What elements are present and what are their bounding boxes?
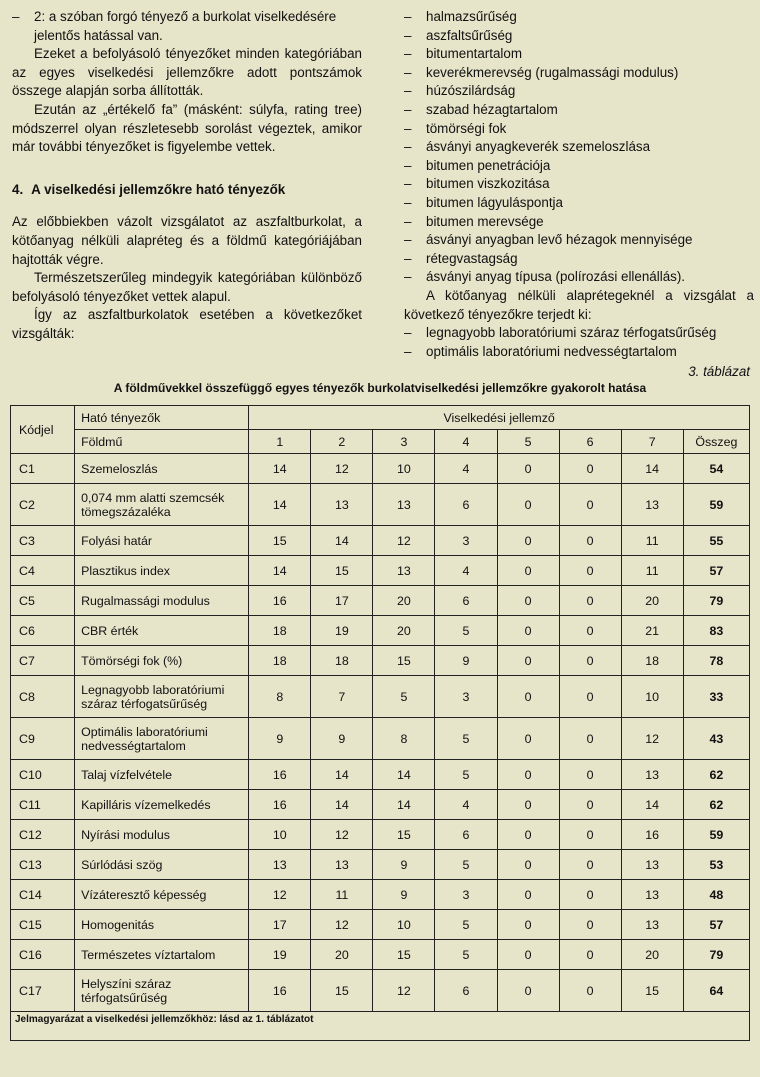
row-code: C3 xyxy=(11,526,75,556)
row-sum: 57 xyxy=(683,556,749,586)
row-value: 6 xyxy=(435,484,497,526)
row-value: 6 xyxy=(435,820,497,850)
row-value: 13 xyxy=(621,760,683,790)
row-value: 4 xyxy=(435,790,497,820)
row-value: 14 xyxy=(249,454,311,484)
column-header: 6 xyxy=(559,430,621,454)
row-value: 5 xyxy=(373,676,435,718)
row-factor: Szemeloszlás xyxy=(75,454,249,484)
row-factor: Homogenitás xyxy=(75,910,249,940)
row-value: 0 xyxy=(497,790,559,820)
row-value: 16 xyxy=(249,790,311,820)
list-item: – keverékmerevség (rugalmassági modulus) xyxy=(404,64,754,83)
left-column xyxy=(12,8,362,344)
row-factor: 0,074 mm alatti szemcsék tömegszázaléka xyxy=(75,484,249,526)
row-value: 0 xyxy=(559,484,621,526)
row-value: 19 xyxy=(311,616,373,646)
row-value: 0 xyxy=(559,676,621,718)
row-value: 21 xyxy=(621,616,683,646)
row-value: 0 xyxy=(497,820,559,850)
row-code: C1 xyxy=(11,454,75,484)
row-value: 0 xyxy=(559,586,621,616)
row-value: 12 xyxy=(311,454,373,484)
row-value: 13 xyxy=(373,556,435,586)
row-value: 14 xyxy=(621,454,683,484)
table-row xyxy=(11,790,750,820)
row-value: 5 xyxy=(435,616,497,646)
row-factor: Súrlódási szög xyxy=(75,850,249,880)
row-value: 12 xyxy=(373,526,435,556)
table-row xyxy=(11,676,750,718)
paragraph-1: Ezeket a befolyásoló tényezőket minden kategóriában az egyes viselkedési jellemzőkre adott pontszámok összege alapján sorba állították. xyxy=(12,46,362,99)
row-value: 15 xyxy=(373,940,435,970)
row-value: 4 xyxy=(435,454,497,484)
row-value: 10 xyxy=(373,910,435,940)
table-row xyxy=(11,970,750,1012)
row-value: 0 xyxy=(559,646,621,676)
row-value: 20 xyxy=(621,940,683,970)
row-value: 16 xyxy=(249,586,311,616)
list-item: – szabad hézagtartalom xyxy=(404,101,754,120)
row-factor: Talaj vízfelvétele xyxy=(75,760,249,790)
row-value: 0 xyxy=(497,586,559,616)
table-row xyxy=(11,910,750,940)
row-value: 0 xyxy=(497,970,559,1012)
list-item: – rétegvastagság xyxy=(404,250,754,269)
row-factor: Tömörségi fok (%) xyxy=(75,646,249,676)
row-value: 14 xyxy=(373,760,435,790)
row-sum: 62 xyxy=(683,790,749,820)
row-value: 10 xyxy=(621,676,683,718)
row-value: 11 xyxy=(621,526,683,556)
header-category: Földmű xyxy=(75,430,249,454)
row-code: C7 xyxy=(11,646,75,676)
table-row xyxy=(11,850,750,880)
row-value: 12 xyxy=(373,970,435,1012)
row-value: 5 xyxy=(435,910,497,940)
row-value: 0 xyxy=(559,454,621,484)
header-behavior: Viselkedési jellemző xyxy=(249,406,750,430)
row-value: 0 xyxy=(559,940,621,970)
column-header: 7 xyxy=(621,430,683,454)
table-row xyxy=(11,760,750,790)
paragraph-base-layer: A kötőanyag nélküli alaprétegeknél a vizsgálat a következő tényezőkre terjedt ki: xyxy=(404,287,754,322)
row-value: 0 xyxy=(559,790,621,820)
table-row xyxy=(11,586,750,616)
row-value: 0 xyxy=(497,646,559,676)
paragraph-5: Így az aszfaltburkolatok esetében a következőket vizsgálták: xyxy=(12,307,362,341)
row-value: 0 xyxy=(497,616,559,646)
row-code: C5 xyxy=(11,586,75,616)
row-sum: 33 xyxy=(683,676,749,718)
paragraph-2: Ezután az „értékelő fa” (másként: súlyfa, rating tree) módszerrel olyan részletesebb sorolást végeztek, amikor már további tényezőket is figyelembe vettek. xyxy=(12,101,362,155)
row-value: 0 xyxy=(497,850,559,880)
row-factor: Optimális laboratóriumi nedvességtartalom xyxy=(75,718,249,760)
row-value: 12 xyxy=(311,820,373,850)
row-value: 14 xyxy=(311,526,373,556)
row-factor: Folyási határ xyxy=(75,526,249,556)
row-sum: 55 xyxy=(683,526,749,556)
row-value: 18 xyxy=(249,646,311,676)
table-row xyxy=(11,454,750,484)
row-value: 11 xyxy=(311,880,373,910)
row-value: 0 xyxy=(559,760,621,790)
row-code: C6 xyxy=(11,616,75,646)
column-header: Összeg xyxy=(683,430,749,454)
row-value: 5 xyxy=(435,850,497,880)
row-sum: 64 xyxy=(683,970,749,1012)
list-item: – ásványi anyag típusa (polírozási ellenállás). xyxy=(404,268,754,287)
row-sum: 57 xyxy=(683,910,749,940)
row-value: 9 xyxy=(435,646,497,676)
row-factor: Legnagyobb laboratóriumi száraz térfogatsűrűség xyxy=(75,676,249,718)
section-number: 4. xyxy=(12,181,24,197)
column-header: 4 xyxy=(435,430,497,454)
table-row xyxy=(11,646,750,676)
row-value: 5 xyxy=(435,940,497,970)
row-sum: 78 xyxy=(683,646,749,676)
row-value: 15 xyxy=(311,556,373,586)
row-value: 20 xyxy=(373,586,435,616)
row-sum: 59 xyxy=(683,820,749,850)
table-row xyxy=(11,880,750,910)
row-value: 13 xyxy=(621,910,683,940)
base-layer-factor-list xyxy=(404,324,754,361)
row-value: 0 xyxy=(497,760,559,790)
row-value: 9 xyxy=(249,718,311,760)
row-value: 19 xyxy=(249,940,311,970)
row-value: 13 xyxy=(621,484,683,526)
row-value: 9 xyxy=(373,850,435,880)
row-value: 10 xyxy=(249,820,311,850)
row-value: 9 xyxy=(373,880,435,910)
row-value: 0 xyxy=(497,718,559,760)
list-item: – ásványi anyagkeverék szemeloszlása xyxy=(404,138,754,157)
paragraph-3: Az előbbiekben vázolt vizsgálatot az aszfaltburkolat, a kötőanyag nélküli alapréteg és a földmű kategóriájában hajtották végre. xyxy=(12,214,362,267)
row-sum: 54 xyxy=(683,454,749,484)
list-item: – aszfaltsűrűség xyxy=(404,27,754,46)
row-value: 0 xyxy=(559,880,621,910)
row-value: 3 xyxy=(435,880,497,910)
table-footnote: Jelmagyarázat a viselkedési jellemzőkhöz: lásd az 1. táblázatot xyxy=(11,1012,750,1041)
row-value: 0 xyxy=(497,556,559,586)
row-code: C17 xyxy=(11,970,75,1012)
row-sum: 79 xyxy=(683,586,749,616)
row-code: C8 xyxy=(11,676,75,718)
row-factor: Nyírási modulus xyxy=(75,820,249,850)
paragraph-4: Természetszerűleg mindegyik kategóriában különböző befolyásoló tényezőket vettek alapul. xyxy=(12,270,362,304)
row-value: 20 xyxy=(311,940,373,970)
table-row xyxy=(11,820,750,850)
row-value: 15 xyxy=(373,820,435,850)
row-value: 13 xyxy=(249,850,311,880)
row-code: C9 xyxy=(11,718,75,760)
row-value: 20 xyxy=(373,616,435,646)
row-value: 15 xyxy=(249,526,311,556)
row-code: C11 xyxy=(11,790,75,820)
row-value: 14 xyxy=(311,790,373,820)
row-value: 18 xyxy=(621,646,683,676)
row-value: 0 xyxy=(559,718,621,760)
row-value: 16 xyxy=(621,820,683,850)
list-item: – legnagyobb laboratóriumi száraz térfogatsűrűség xyxy=(404,324,754,343)
row-value: 13 xyxy=(621,850,683,880)
list-item: – bitumen viszkozitása xyxy=(404,175,754,194)
row-value: 8 xyxy=(373,718,435,760)
row-value: 6 xyxy=(435,970,497,1012)
row-value: 14 xyxy=(311,760,373,790)
table-row xyxy=(11,556,750,586)
row-value: 0 xyxy=(497,526,559,556)
row-code: C15 xyxy=(11,910,75,940)
row-factor: Természetes víztartalom xyxy=(75,940,249,970)
header-code: Kódjel xyxy=(11,406,75,454)
row-value: 0 xyxy=(497,940,559,970)
row-sum: 53 xyxy=(683,850,749,880)
row-value: 17 xyxy=(311,586,373,616)
row-value: 9 xyxy=(311,718,373,760)
table-row xyxy=(11,616,750,646)
row-value: 13 xyxy=(621,880,683,910)
row-value: 13 xyxy=(311,850,373,880)
row-value: 3 xyxy=(435,676,497,718)
row-code: C12 xyxy=(11,820,75,850)
table-row xyxy=(11,526,750,556)
row-value: 15 xyxy=(373,646,435,676)
row-sum: 79 xyxy=(683,940,749,970)
row-value: 14 xyxy=(373,790,435,820)
row-value: 5 xyxy=(435,718,497,760)
row-value: 0 xyxy=(559,850,621,880)
column-header: 5 xyxy=(497,430,559,454)
row-value: 14 xyxy=(621,790,683,820)
row-code: C14 xyxy=(11,880,75,910)
list-item: – bitumentartalom xyxy=(404,45,754,64)
section-heading xyxy=(12,181,362,200)
row-value: 18 xyxy=(311,646,373,676)
row-value: 0 xyxy=(559,526,621,556)
row-sum: 43 xyxy=(683,718,749,760)
row-value: 7 xyxy=(311,676,373,718)
row-value: 12 xyxy=(621,718,683,760)
column-header: 3 xyxy=(373,430,435,454)
row-value: 12 xyxy=(249,880,311,910)
table-title: A földművekkel összefüggő egyes tényezők burkolatviselkedési jellemzőkre gyakorolt hatása xyxy=(113,381,647,395)
row-value: 4 xyxy=(435,556,497,586)
list-item: – tömörségi fok xyxy=(404,120,754,139)
row-value: 15 xyxy=(311,970,373,1012)
row-value: 14 xyxy=(249,484,311,526)
row-value: 14 xyxy=(249,556,311,586)
row-value: 0 xyxy=(497,880,559,910)
row-value: 20 xyxy=(621,586,683,616)
column-header: 2 xyxy=(311,430,373,454)
row-value: 0 xyxy=(497,454,559,484)
row-value: 8 xyxy=(249,676,311,718)
list-item-2: – 2: a szóban forgó tényező a burkolat viselkedésére jelentős hatással van. xyxy=(12,8,362,45)
row-code: C13 xyxy=(11,850,75,880)
row-value: 0 xyxy=(559,556,621,586)
list-item: – húzószilárdság xyxy=(404,82,754,101)
row-value: 15 xyxy=(621,970,683,1012)
row-value: 17 xyxy=(249,910,311,940)
row-code: C16 xyxy=(11,940,75,970)
row-value: 6 xyxy=(435,586,497,616)
row-code: C10 xyxy=(11,760,75,790)
row-value: 0 xyxy=(559,616,621,646)
row-factor: Kapilláris vízemelkedés xyxy=(75,790,249,820)
row-code: C2 xyxy=(11,484,75,526)
row-value: 13 xyxy=(373,484,435,526)
row-sum: 83 xyxy=(683,616,749,646)
table-row xyxy=(11,940,750,970)
row-sum: 59 xyxy=(683,484,749,526)
asphalt-factor-list xyxy=(404,8,754,287)
row-factor: CBR érték xyxy=(75,616,249,646)
row-sum: 48 xyxy=(683,880,749,910)
row-value: 0 xyxy=(497,676,559,718)
row-value: 0 xyxy=(559,970,621,1012)
row-value: 5 xyxy=(435,760,497,790)
row-code: C4 xyxy=(11,556,75,586)
row-value: 3 xyxy=(435,526,497,556)
row-value: 0 xyxy=(559,820,621,850)
row-sum: 62 xyxy=(683,760,749,790)
row-value: 12 xyxy=(311,910,373,940)
row-factor: Helyszíni száraz térfogatsűrűség xyxy=(75,970,249,1012)
list-item: – halmazsűrűség xyxy=(404,8,754,27)
row-factor: Rugalmassági modulus xyxy=(75,586,249,616)
table-number: 3. táblázat xyxy=(688,364,750,379)
list-item: – bitumen merevsége xyxy=(404,213,754,232)
row-value: 10 xyxy=(373,454,435,484)
list-item: – bitumen lágyuláspontja xyxy=(404,194,754,213)
factor-table xyxy=(10,405,750,1041)
row-value: 0 xyxy=(497,910,559,940)
table-row xyxy=(11,718,750,760)
header-factors: Ható tényezők xyxy=(75,406,249,430)
row-factor: Vízáteresztő képesség xyxy=(75,880,249,910)
row-value: 0 xyxy=(559,910,621,940)
row-factor: Plasztikus index xyxy=(75,556,249,586)
row-value: 11 xyxy=(621,556,683,586)
table-row xyxy=(11,484,750,526)
row-value: 13 xyxy=(311,484,373,526)
row-value: 16 xyxy=(249,760,311,790)
row-value: 16 xyxy=(249,970,311,1012)
right-column xyxy=(404,8,754,361)
list-item: – bitumen penetrációja xyxy=(404,157,754,176)
list-item: – ásványi anyagban levő hézagok mennyisége xyxy=(404,231,754,250)
row-value: 0 xyxy=(497,484,559,526)
column-header: 1 xyxy=(249,430,311,454)
row-value: 18 xyxy=(249,616,311,646)
section-title: A viselkedési jellemzőkre ható tényezők xyxy=(31,181,286,197)
list-item: – optimális laboratóriumi nedvességtartalom xyxy=(404,343,754,362)
